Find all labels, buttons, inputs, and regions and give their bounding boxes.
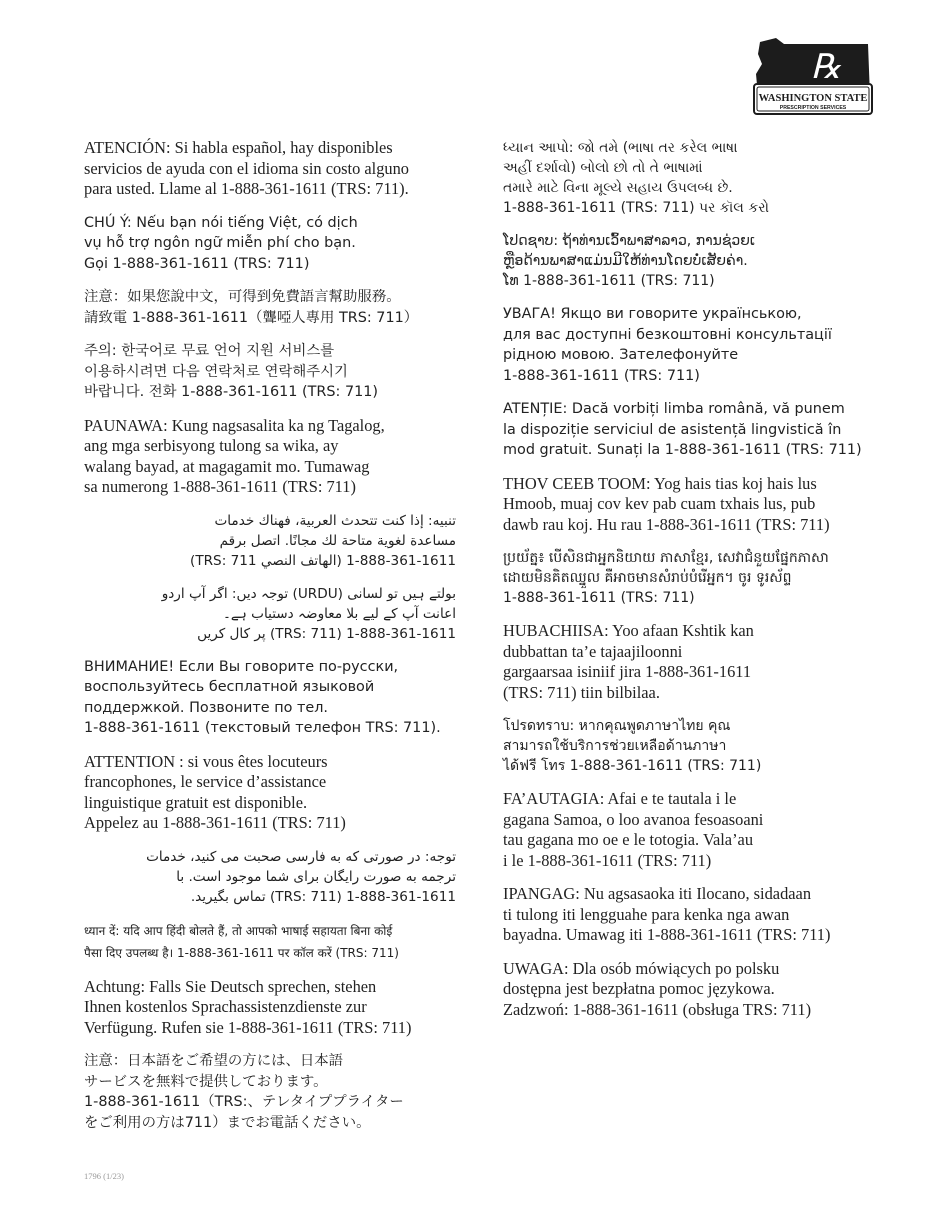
notice-polish: UWAGA: Dla osób mówiących po polsku dostępna jest bezpłatna pomoc językowa. Zadzwoń: 1-888-361-1611 (obsługa TRS: 711) — [503, 958, 812, 1019]
left-column — [84, 138, 456, 1146]
notice-khmer: ប្រយ័ត្ន៖ បើសិនជាអ្នកនិយាយ ភាសាខ្មែរ, សេវាជំនួយផ្នែកភាសា ដោយមិនគិតឈ្នួល គឺអាចមានសំរាប់បំរើអ្នក។ ចូរ ទូរស័ព្ទ 1-888-361-1611 (TRS: 711) — [503, 550, 829, 606]
notice-romanian: ATENȚIE: Dacă vorbiți limba română, vă punem la dispoziție serviciul de asistență lingvistică în mod gratuit. Sunați la 1-888-361-1611 (TRS: 711) — [503, 401, 862, 458]
rx-symbol: ℞ — [810, 49, 842, 86]
notice-samoan: FA’AUTAGIA: Afai e te tautala i le gagana Samoa, o loo avanoa fesoasoani tau gagana mo oe e le totogia. Vala’au i le 1-888-361-1611 (TRS: 711) — [503, 789, 764, 870]
notice-gujarati: ધ્યાન આપો: જો તમે (ભાષા તર કરેલ ભાષા અહીં દર્શાવો) બોલો છો તો તે ભાષામાં તમારે માટે વિના મૂલ્યે સહાય ઉપલબ્ધ છે. 1-888-361-1611 (TRS: 711) પર કૉલ કરો — [503, 140, 769, 216]
notice-hmong: THOV CEEB TOOM: Yog hais tias koj hais lus Hmoob, muaj cov kev pab cuam txhais lus, pub dawb rau koj. Hu rau 1-888-361-1611 (TRS: 711) — [503, 473, 830, 534]
notice-thai: โปรดทราบ: หากคุณพูดภาษาไทย คุณ สามารถใช้บริการช่วยเหลือด้านภาษา ได้ฟรี โทร 1-888-361-1611 (TRS: 711) — [503, 718, 762, 774]
notice-ukrainian: УВАГА! Якщо ви говорите українською, для вас доступні безкоштовні консультації рідною мовою. Зателефонуйте 1-888-361-1611 (TRS: 711) — [503, 306, 832, 384]
notice-vietnamese: CHÚ Ý: Nếu bạn nói tiếng Việt, có dịch vụ hỗ trợ ngôn ngữ miễn phí cho bạn. Gọi 1-888-361-1611 (TRS: 711) — [84, 214, 358, 272]
notice-urdu: بولتے ہیں تو لسانی (URDU) توجہ دیں: اگر آپ اردو اعانت آپ کے لیے بلا معاوضہ دستیاب ہے۔ 1-888-361-1611 (TRS: 711) پر کال کریں — [161, 585, 456, 642]
notice-ilocano: IPANGAG: Nu agsasaoka iti Ilocano, sidadaan ti tulong iti lengguahe para kenka nga awan bayadna. Umawag iti 1-888-361-1611 (TRS: 711) — [503, 884, 831, 944]
notice-korean: 주의: 한국어로 무료 언어 지원 서비스를 이용하시려면 다음 연락처로 연락해주시기 바랍니다. 전화 1-888-361-1611 (TRS: 711) — [84, 343, 379, 400]
right-column — [503, 138, 875, 1033]
notice-farsi: توجه: در صورتی که به فارسی صحبت می کنید، خدمات ترجمه به صورت رایگان برای شما موجود است. با 1-888-361-1611 (TRS: 711) تماس بگیرید. — [146, 848, 456, 905]
notice-hindi: ध्यान दें: यदि आप हिंदी बोलते हैं, तो आपको भाषाई सहायता बिना कोई पैसा दिए उपलब्ध है। 1-888-361-1611 पर कॉल करें (TRS: 711) — [84, 923, 399, 960]
notice-arabic: تنبيه: إذا كنت تتحدث العربية، فهناك خدمات مساعدة لغوية متاحة لك مجانًا. اتصل برقم 1-888-361-1611 (الهاتف النصي TRS: 711) — [190, 512, 456, 569]
notice-tagalog: PAUNAWA: Kung nagsasalita ka ng Tagalog, ang mga serbisyong tulong sa wika, ay walang bayad, at magagamit mo. Tumawag sa numerong 1-888-361-1611 (TRS: 711) — [84, 415, 385, 496]
washington-state-map-icon — [748, 34, 876, 122]
notice-german: Achtung: Falls Sie Deutsch sprechen, stehen Ihnen kostenlos Sprachassistenzdienste zur Verfügung. Rufen sie 1-888-361-1611 (TRS: 711) — [84, 976, 412, 1037]
form-number: 1796 (1/23) — [84, 1171, 124, 1181]
notice-russian: ВНИМАНИЕ! Если Вы говорите по-русски, воспользуйтесь бесплатной языковой поддержкой. Позвоните по тел. 1-888-361-1611 (текстовый телефон TRS: 711). — [84, 658, 441, 736]
logo-org-subtitle: PRESCRIPTION SERVICES — [779, 105, 847, 111]
notice-chinese: 注意：如果您說中文，可得到免費語言幫助服務。 請致電 1-888-361-1611（聾啞人專用 TRS: 711） — [84, 289, 419, 326]
notice-oromo: HUBACHIISA: Yoo afaan Kshtik kan dubbattan ta’e tajaajiloonni gargaarsaa isiniif jira 1-888-361-1611 (TRS: 711) tiin bilbilaa. — [503, 621, 754, 702]
logo-org-name: WASHINGTON STATE — [758, 93, 868, 104]
notice-lao: ໂປດຊາບ: ຖ້າທ່ານເວົ້າພາສາລາວ, ການຊ່ວຍເ ຫຼືອດ້ານພາສາແມ່ນມີໃຫ້ທ່ານໂດຍບໍ່ເສັຍຄ່າ. ໂທ 1-888-361-1611 (TRS: 711) — [503, 233, 756, 289]
notice-japanese: 注意：日本語をご希望の方には、日本語 サービスを無料で提供しております。 1-888-361-1611（TRS:、テレタイププライター をご利用の方は711）までお電話ください。 — [84, 1053, 404, 1131]
washington-state-prescription-services-logo — [748, 34, 876, 122]
notice-spanish: ATENCIÓN: Si habla español, hay disponibles servicios de ayuda con el idioma sin costo alguno para usted. Llame al 1-888-361-1611 (TRS: 711). — [84, 138, 410, 198]
notice-french: ATTENTION : si vous êtes locuteurs francophones, le service d’assistance linguistique gratuit est disponible. Appelez au 1-888-361-1611 (TRS: 711) — [84, 751, 346, 832]
